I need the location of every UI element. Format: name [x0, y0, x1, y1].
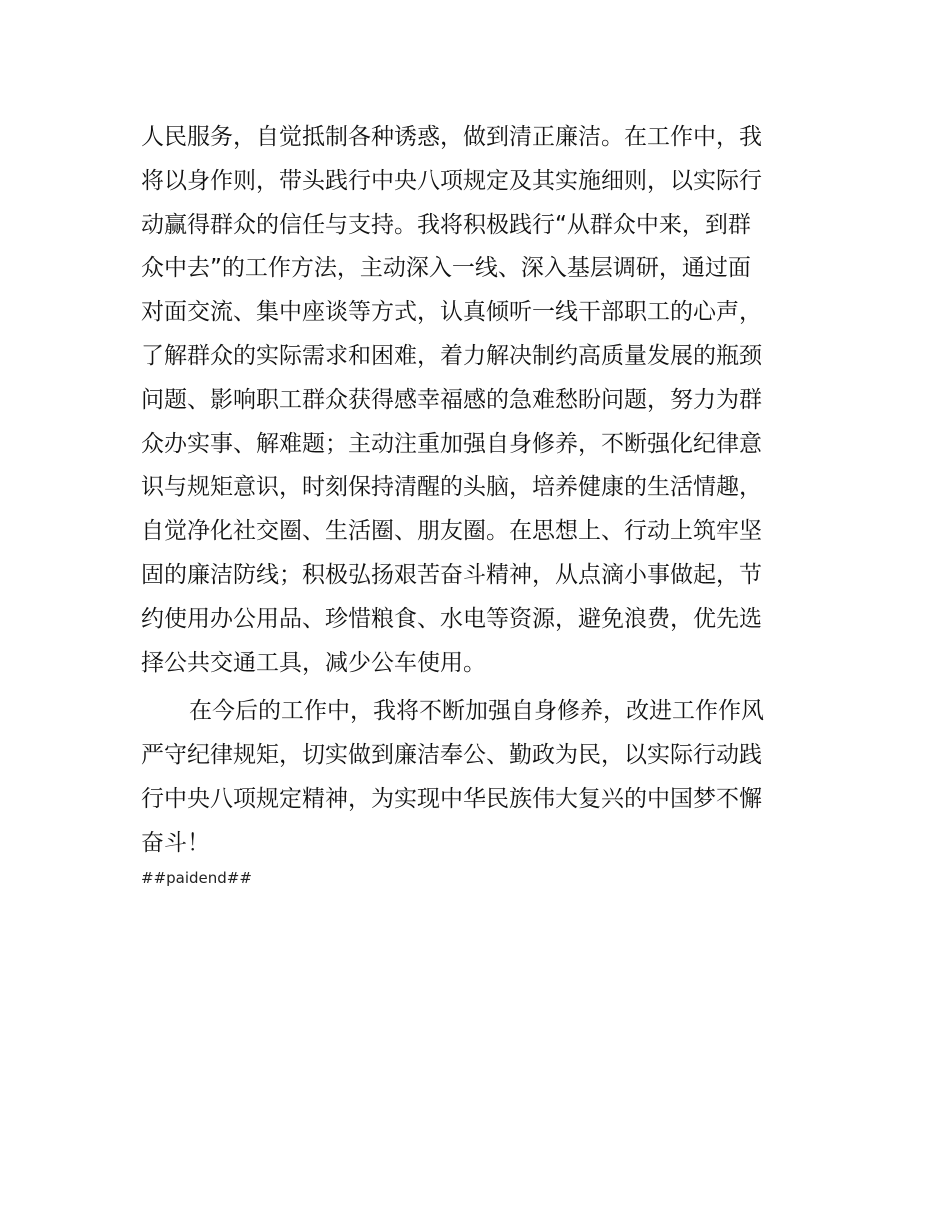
paragraph-1	[141, 116, 811, 685]
text-line: 众办实事、解难题；主动注重加强自身修养，不断强化纪律意	[141, 430, 762, 457]
text-line: 择公共交通工具，减少公车使用。	[141, 649, 486, 676]
text-line: 在今后的工作中，我将不断加强自身修养，改进工作作风	[189, 698, 764, 725]
text-line: 严守纪律规矩，切实做到廉洁奉公、勤政为民，以实际行动践	[141, 742, 762, 769]
end-marker: ##paidend##	[141, 868, 252, 887]
text-line: 约使用办公用品、珍惜粮食、水电等资源，避免浪费，优先选	[141, 605, 762, 632]
text-line: 了解群众的实际需求和困难，着力解决制约高质量发展的瓶颈	[141, 342, 762, 369]
text-line: 动赢得群众的信任与支持。我将积极践行“从群众中来，到群	[141, 211, 751, 238]
text-line: 自觉净化社交圈、生活圈、朋友圈。在思想上、行动上筑牢坚	[141, 518, 762, 545]
text-line: 将以身作则，带头践行中央八项规定及其实施细则，以实际行	[141, 167, 762, 194]
paragraph-2	[141, 690, 811, 865]
text-line: 人民服务，自觉抵制各种诱惑，做到清正廉洁。在工作中，我	[141, 124, 762, 150]
text-line: 识与规矩意识，时刻保持清醒的头脑，培养健康的生活情趣，	[141, 474, 762, 501]
document-body	[141, 116, 811, 888]
text-line: 问题、影响职工群众获得感幸福感的急难愁盼问题，努力为群	[141, 386, 762, 413]
text-line: 对面交流、集中座谈等方式，认真倾听一线干部职工的心声，	[141, 299, 762, 326]
text-line: 固的廉洁防线；积极弘扬艰苦奋斗精神，从点滴小事做起，节	[141, 561, 762, 588]
text-line: 行中央八项规定精神，为实现中华民族伟大复兴的中国梦不懈	[141, 785, 762, 812]
text-line: 众中去”的工作方法，主动深入一线、深入基层调研，通过面	[141, 255, 751, 282]
text-line: 奋斗！	[141, 829, 210, 856]
